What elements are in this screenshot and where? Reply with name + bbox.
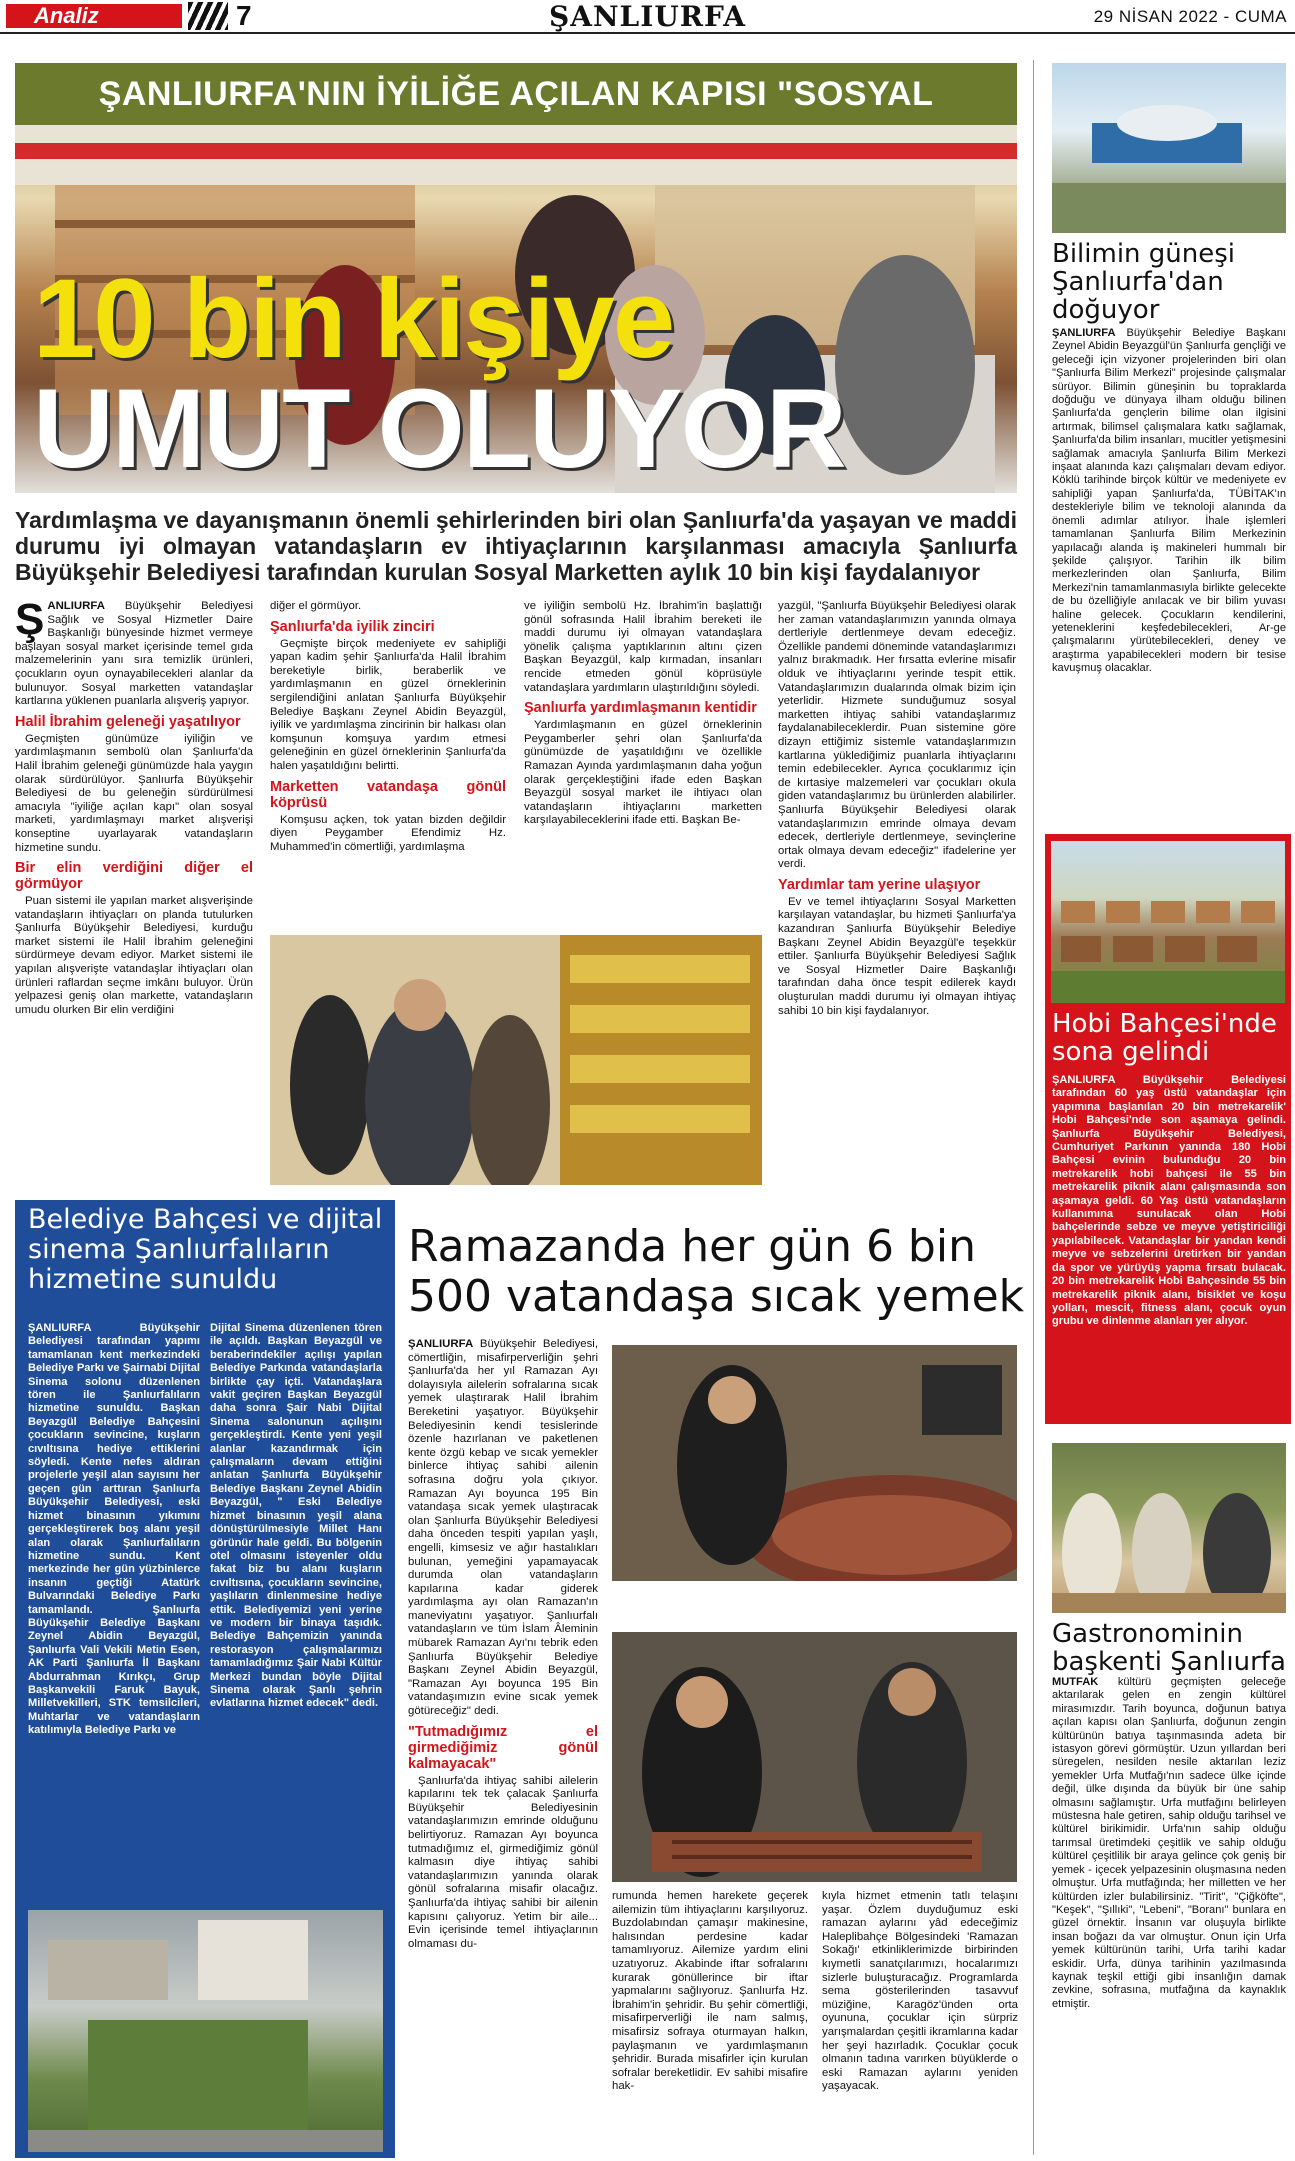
- issue-date: 29 NİSAN 2022 - CUMA: [1093, 7, 1287, 26]
- yemek-col-1: [408, 1338, 598, 2156]
- paragraph: diğer el görmüyor.: [270, 600, 362, 612]
- main-summary: Yardımlaşma ve dayanışmanın önemli şehirlerinden biri olan Şanlıurfa'da yaşayan ve maddi durumu iyi olmayan vatandaşların ev ihtiyaçlarının karşılanması amacıyla Şanlıurfa Büyükşehir Belediyesi tarafından kurulan Sosyal Marketten aylık 10 bin kişi faydalanıyor: [15, 507, 1017, 585]
- main-col-4: [778, 600, 1016, 1185]
- drop-cap: Ş: [15, 600, 45, 644]
- paragraph: Şanlıurfa'da ihtiyaç sahibi ailelerin kapılarını tek tek çalacak Şanlıurfa Büyükşehir Belediyesinin vatandaşlarımızın emrinde olduğunu belirtiyoruz. Ramazan Ayı boyunca tutmadığımız el, girmediğimiz gönül kalmasın diye ihtiyaç sahibi vatandaşlarımızın yanında olarak gönül sofralarına misafir olacağız. Şanlıurfa'da ihtiyaç sahibi bir ailenin kapısını çalıyoruz. Yetim bir aile... Evin içerisinde temel ihtiyaçlarının olmaması du-: [408, 1774, 598, 1950]
- paragraph: ve iyiliğin sembolü Hz. İbrahim'in başlattığı gönül sofrasında Halil İbrahim bereketi ile maddi durumu iyi olmayan vatandaşlara yönelik çalışma yaptıklarının altını çizen Başkan Beyazgül, kalp kırmadan, insanları rencide etmeden gönül köprüsüyle vatandaşlara yardımların ulaştırıldığını söyledi.: [524, 600, 762, 694]
- paragraph: Puan sistemi ile yapılan market alışverişinde vatandaşların ihtiyaçları on planda tutulurken Şanlıurfa Büyükşehir Belediyesi, kurduğu market sistemi ile Halil İbrahim geleneğini sürdürmeye devam ediyor. Market sistemi ile yapılan alışverişte vatandaşlar ihtiyaçları olan ürünleri raflardan seçme imkânı buluyor. Ürün yelpazesi geniş olan markette, vatandaşların umudu olurken Bir elin verdiğini: [15, 895, 253, 1016]
- bilim-merkezi-photo: [1052, 63, 1286, 233]
- paragraph: Yardımlaşmanın en güzel örneklerinin Peygamberler şehri olan Şanlıurfa'da günümüzde de yaşatıldığını ve özellikle Ramazan Ayında yardımlaşmanın daha yoğun olarak gerçekleştiğini ifade eden Başkan Beyazgül sosyal market ile ihtiyacı olan vatandaşların ihtiyaçlarını marketten karşılayabileceklerini ifade etti. Başkan Be-: [524, 719, 762, 827]
- bilim-body: [1052, 327, 1286, 827]
- paragraph: Büyükşehir Belediyesi Sağlık ve Sosyal Hizmetler Daire Başkanlığı bünyesinde hizmet vermeye başlayan sosyal market içerisinde temel gıda malzemelerinin yanı sıra temizlik ürünleri, çocukların oyun oynayabilecekleri alanlar da bulunuyor. Sosyal marketten vatandaşlar kartlarına yüklenen puanlarla alışveriş yapıyor.: [15, 600, 253, 708]
- main-col-2: [270, 600, 506, 930]
- bilim-scene: [1052, 63, 1286, 233]
- market-visit-scene: [270, 935, 762, 1185]
- subheading: "Tutmadığımız el girmediğimiz gönül kalmayacak": [408, 1723, 598, 1772]
- kitchen-photo-2: [612, 1632, 1017, 1882]
- subheading: Bir elin verdiğini diğer el görmüyor: [15, 860, 253, 893]
- paragraph: rumunda hemen harekete geçerek ailemizin tüm ihtiyaçlarını karşılıyoruz. Buzdolabından çamaşır makinesine, halısından perdesine kadar tamamlıyoruz. Ailemize yardım elini uzatıyoruz. Akabinde iftar sofralarını kurarak gönüllerince bir iftar yapmalarını sağlıyoruz. Şanlıurfa Hz. İbrahim'in şehridir. Bu şehir cömertliği, misafirperverliği ile nam salmış, misafirsiz sofraya oturmayan halkın, paylaşmanın ve yardımlaşmanın şehridir. Burada misafirler için kurulan sofralar bereketlidir. Ev sahibi misafire hak-: [612, 1890, 808, 2093]
- gastronomi-photo: [1052, 1443, 1286, 1613]
- subheading: Yardımlar tam yerine ulaşıyor: [778, 876, 981, 893]
- park-scene: [28, 1910, 383, 2152]
- subheading: Marketten vatandaşa gönül köprüsü: [270, 778, 506, 811]
- kitchen-scene-1: [612, 1345, 1017, 1581]
- hobi-scene: [1051, 841, 1285, 1003]
- paragraph: Büyükşehir Belediye Başkanı Zeynel Abidin Beyazgül'ün Şanlıurfa gençliği ve geleceği için vizyoner projelerinden biri olan "Şanlıurfa Bilim Merkezi" projesinde çalışmalar sürüyor. Bilimin güneşinin bu topraklarda doğduğu ve dünyaya ilham olduğu bilinen Şanlıurfa'da gençlerin bilime olan ilgisini artırmak, bilimsel çalışmalara katkı sağlamak, Şanlıurfa'da bilim insanları, mucitler yetişmesini sağlamak amacıyla Şanlıurfa Bilim Merkezi inşaat alanında kazı çalışmaları devam ediyor. Köklü tarihinde birçok kültür ve medeniyete ev sahipliği yapan Şanlıurfa'da, TÜBİTAK'ın destekleriyle bilim ve teknoloji alanında da önemli adımlar atılıyor. İhale işlemleri tamamlanan Şanlıurfa Bilim Merkezinin yapılacağı alanda iş makineleri hummalı bir şekilde çalışıyor. Tarihin ilk bilim merkezlerinden olan Şanlıurfa, Bilim Merkezi'nin tamamlanmasıyla birlikte gelecekte de bu özelliğiyle anılacak ve bir bilim yuvası haline gelecek. Çocukların kendilerini, yeteneklerini keşfedebilecekleri, Ar-ge çalışmalarını yürütebilecekleri, deney ve araştırma yapabilecekleri modern bir tesise kavuşmuş olacaklar.: [1052, 327, 1286, 675]
- bahce-col-1: [28, 1322, 200, 1907]
- paragraph: Büyükşehir Belediyesi, cömertliğin, misafirperverliğin şehri Şanlıurfa'da her yıl Ramazan Ayı dolayısıyla ailelerin sofralarına sıcak yemek ulaştırarak Halil İbrahim Bereketini yaşatıyor. Büyükşehir Belediyesinin kendi tesislerinde özenle hazırlanan ve paketlenen kente özgü kebap ve sıcak yemekler binlerce ihtiyaç sahibi ailenin sofrasına doğru yola çıkıyor. Ramazan Ayı boyunca 195 Bin vatandaşa sıcak yemek ulaştıracak olan Şanlıurfa Büyükşehir Belediyesi daha önceden tespiti yapılan yaşlı, engelli, kimsesiz ve ağır hastalıkları bulunan, yemeğini yapamayacak durumda olan vatandaşların kapılarına kadar giderek yardımlaşma ayı olan Ramazan'ın maneviyatını yaşatıyor. Şanlıurfalı vatandaşların ve tüm İslam Âleminin mübarek Ramazan Ayı'nı tebrik eden Şanlıurfa Büyükşehir Belediye Başkanı Zeynel Abidin Beyazgül, "Ramazan Ayı boyunca 195 Bin vatandaşımızın evine sıcak yemek götüreceğiz" dedi.: [408, 1338, 598, 1718]
- page-header: [0, 0, 1295, 34]
- yemek-col-2: [612, 1890, 808, 2156]
- headline-line-2: UMUT OLUYOR: [33, 366, 845, 491]
- page-number: 7: [236, 0, 252, 31]
- belediye-parki-photo: [28, 1910, 383, 2152]
- gastro-scene: [1052, 1443, 1286, 1613]
- paragraph: Komşusu açken, tok yatan bizden değildir diyen Peygamber Efendimiz Hz. Muhammed'in cömertliği, yardımlaşma: [270, 813, 506, 853]
- sosyal-market-photo: [15, 125, 1017, 493]
- subheading: Halil İbrahim geleneği yaşatılıyor: [15, 713, 241, 730]
- paragraph: Geçmişte birçok medeniyete ev sahipliği yapan kadim şehir Şanlıurfa'da Halil İbrahim bereketiyle birlik, beraberlik ve yardımlaşmanın en güzel örneklerinin sergilendiğini anlatan Şanlıurfa Büyükşehir Belediye Başkanı Zeynel Abidin Beyazgül, iyilik ve yardımlaşma zincirinin bir halkası olan komşunun komşuya yardım etmesi geleneğinin en güzel örneklerinin Şanlıurfa'da halen yaşatıldığını belirtti.: [270, 637, 506, 772]
- lead-word: MUTFAK: [1052, 1676, 1099, 1688]
- hobi-bahcesi-photo: [1051, 841, 1285, 1003]
- bahce-title: Belediye Bahçesi ve dijital sinema Şanlıurfalıların hizmetine sunuldu: [28, 1204, 383, 1295]
- hobi-body: [1052, 1074, 1286, 1419]
- paragraph: yazgül, "Şanlıurfa Büyükşehir Belediyesi olarak her zaman vatandaşlarımızın yanında olmaya dertleriyle dertlenmeye devam edeceğiz. Özellikle pandemi döneminde vatandaşlarımızı yalnız bırakmadık. Her fırsatta evlerine misafir olduk ve ihtiyaçlarını yerinde tespit ettik. Vatandaşlarımızın dualarında olmak bizim için yeterlidir. Hizmete sunduğumuz sosyal marketten ihtiyaç sahibi vatandaşlarımız faydalanabileceklerdir. Puan sistemine göre dizayn ettiğimiz sistemle vatandaşlarımızın kartlarına yüklediğimiz puanlarla ihtiyaçlarını temin edebilecekler. Ayrıca çocuklarımız için de kırtasiye malzemeleri var çocukları okula giden vatandaşlarımız bu ürünlerden alabilirler. Şanlıurfa Büyükşehir Belediyesi olarak vatandaşlarımızın emrinde olmaya devam edecek, dertleriyle dertlenmeye, sevinçlerine ortak olmaya devam edeceğiz" ifadelerine yer verdi.: [778, 600, 1016, 871]
- lead-word: ŞANLIURFA: [1052, 1074, 1116, 1086]
- lead-word: ŞANLIURFA: [1052, 327, 1116, 339]
- bahce-col-2: [210, 1322, 382, 1907]
- paragraph: kıyla hizmet etmenin tatlı telaşını yaşar. Özlem duyduğumuz eski ramazan aylarını yâd edeceğimiz Haleplibahçe Bölgesindeki 'Ramazan Sokağı' etkinliklerimizde birbirinden kıymetli sanatçılarımızı, hocalarımızı sizlerle buluşturacağız. Programlarda sema gösterilerinden tasavvuf müziğine, Karagöz'ünden orta oyununa, çocuklar için sürpriz yarışmalardan çeşitli ikramlarına kadar her şeyi hazırladık. Çocuklar çocuk olmanın tadına varırken büyüklerde o eski Ramazan aylarını yeniden yaşayacak.: [822, 1890, 1018, 2093]
- section-title: ŞANLIURFA: [549, 0, 746, 33]
- paragraph: Büyükşehir Belediyesi tarafından 60 yaş üstü vatandaşlar için yapımına başlanılan 20 bin metrekarelik' Hobi Bahçesi'nde son aşamaya gelindi. Şanlıurfa Büyükşehir Belediyesi, Cumhuriyet Parkının yanında 180 Hobi Bahçesi evinin bulunduğu 20 bin metrekarelik hobi bahçesi ile 55 bin metrekarelik piknik alanı çalışmasında son aşamaya geldi. 60 Yaş üstü vatandaşların kullanımına sunulacak olan Hobi bahçelerinde sebze ve meyve yetiştiriciliği yapılabilecek. Vatandaşlar bir yandan kendi meyve ve sebzelerini üretirken bir yandan da spor ve yürüyüş yapma fırsatı bulacak. 20 bin metrekarelik Hobi Bahçesinde 55 bin metrekarelik piknik alanı, bisiklet ve koşu yolları, mescit, fitness alanı, çocuk oyun grubu ve dinlenme alanları yer alıyor.: [1052, 1074, 1286, 1328]
- paragraph: Dijital Sinema düzenlenen tören ile açıldı. Başkan Beyazgül ve beraberindekiler açılışı yapılan Belediye Parkında vatandaşlarla birlikte çay içti. Vatandaşlara vakit geçiren Başkan Beyazgül daha sonra Şair Nabi Dijital Sinema salonunun açılışını gerçekleştirdi. Kente yeni yeşil alanlar kazandırmak için çalışmaların devam ettiğini anlatan Şanlıurfa Büyükşehir Belediye Başkanı Zeynel Abidin Beyazgül, " Eski Belediye hizmet binasının yeşil alana dönüştürülmesiyle Millet Hanı görünür hale geldi. Bu bölgenin otel olmasını isteyenler oldu fakat biz bu alanı kuşların cıvıltısına, çocukların sevincine, yaşlıların dinlenmesine hediye ettik. Belediyemizi yeni yerine ve modern bir binaya taşıdık. Belediye Bahçemizin yanında restorasyon çalışmalarımızı tamamladığımız Şair Nabi Kültür Merkezi bundan böyle Dijital Sinema olarak Şanlı şehrin evlatlarına hizmet edecek" dedi.: [210, 1322, 382, 1710]
- main-col-3: [524, 600, 762, 930]
- paragraph: Geçmişten günümüze iyiliğin ve yardımlaşmanın sembolü olan Şanlıurfa'da Halil İbrahim geleneği günümüzde hala yaygın olarak sürdürülüyor. Şanlıurfa Büyükşehir Belediyesi de bu geleneğin sürdürülmesi amacıyla "iyiliğe açılan kapı" olan sosyal marketi, yardımlaşmayı market alışverişi konseptine uyarlayarak vatandaşların hizmetine sundu.: [15, 732, 253, 854]
- market-visit-photo: [270, 935, 762, 1185]
- subheading: Şanlıurfa'da iyilik zinciri: [270, 618, 435, 635]
- gastro-title: Gastronominin başkenti Şanlıurfa: [1052, 1619, 1286, 1677]
- lead-word: ANLIURFA: [47, 600, 105, 612]
- main-kicker: ŞANLIURFA'NIN İYİLİĞE AÇILAN KAPISI "SOSYAL: [15, 63, 1017, 125]
- column-divider: [1033, 60, 1034, 2155]
- main-col-1: [15, 600, 253, 1185]
- hobi-title: Hobi Bahçesi'nde sona gelindi: [1052, 1009, 1277, 1067]
- lead-word: ŞANLIURFA: [408, 1338, 474, 1350]
- paragraph: Ev ve temel ihtiyaçlarını Sosyal Marketten karşılayan vatandaşlar, bu hizmeti Şanlıurfa'ya kazandıran Şanlıurfa Büyükşehir Belediye Başkanı Zeynel Abidin Beyazgül'e teşekkür ettiler. Şanlıurfa Büyükşehir Belediyesi Sağlık ve Sosyal Hizmetler Daire Başkanlığı tarafından daha önce tespit edilerek kaydı oluşturulan maddi durumu iyi olmayan ihtiyaç sahibi 10 bin kişi faydalanıyor.: [778, 895, 1016, 1017]
- lead-word: ŞANLIURFA: [28, 1322, 92, 1334]
- kitchen-scene-2: [612, 1632, 1017, 1882]
- analiz-logo: Analiz: [6, 4, 182, 28]
- paragraph: Büyükşehir Belediyesi tarafından yapımı tamamlanan kent merkezindeki Belediye Parkı ve Şairnabi Dijital Sinema solonu düzenlenen tören ile Şanlıurfalıların hizmetine sunuldu. Başkan Beyazgül Belediye Bahçesini çocukların sevincine, kuşların cıvıltısına hediye ettiklerini söyledi. Kente nefes aldıran projelerle yeşil alan sayısını her geçen gün arttıran Şanlıurfa Büyükşehir Belediyesi, eski hizmet binasının yıkımını gerçekleştirerek boş alanı yeşil alan olarak Şanlıurfalıların hizmetine sundu. Kent merkezinde her gün yüzbinlerce insanın geçtiği Atatürk Bulvarındaki Belediye Parkı tamamlandı. Şanlıurfa Büyükşehir Belediye Başkanı Zeynel Abidin Beyazgül, Şanlıurfa Vali Vekili Metin Esen, AK Parti Şanlıurfa İl Başkanı Abdurrahman Kırıkçı, Grup Başkanvekili Faruk Bayuk, Milletvekilleri, STK temsilcileri, Muhtarlar ve vatandaşların katılımıyla Belediye Parkı ve: [28, 1322, 200, 1737]
- headline-line-1: 10 bin kişiye: [33, 256, 674, 381]
- gastro-body: [1052, 1676, 1286, 2156]
- subheading: Şanlıurfa yardımlaşmanın kentidir: [524, 700, 757, 717]
- kitchen-photo-1: [612, 1345, 1017, 1581]
- bilim-title: Bilimin güneşi Şanlıurfa'dan doğuyor: [1052, 239, 1236, 325]
- paragraph: kültürü geçmişten geleceğe aktarılarak gelen en zengin kültürel mirasımızdır. Tarih boyunca, doğunun batıya açılan kapısı olan Şanlıurfa, doğunun zengin kültürünün batıya taşınmasında adeta bir istasyon görevi görmüştür. Uzun yıllardan beri süregelen, nesilden nesile aktarılan leziz yemekler Urfa Mutfağı'nın sadece ülke içinde değil, ülke dışında da büyük bir üne sahip olmasını sağlamıştır. Urfa mutfağını belirleyen müstesna hale getiren, sahip olduğu tarihsel ve kültürel birikimidir. Urfa'nın sahip olduğu tarımsal üretimdeki çeşitlik ve sahip olduğu kültürel çeşitlilik bir araya gelince çok geniş bir yemek - içecek yelpazesinin oluşmasına neden olmuştur. Urfa mutfağında; her milletten ve her kültürden izler bulabilirsiniz. "Tirit", "Çiğköfte", "Keşek", "Şıllıki", "Lebeni", "Boranı" bunlara en güzel örnektir. İnsanın var oluşuyla birlikte insan boğazı da var olmuştur. Onun için Urfa yemek kültürünün tarihi, Urfa tarihi kadar eskidir. Urfa, dünya tarihinin yazılmasında kaynak teşkil ettiği gibi insanlığın damak zevkine, sofrasına, mutfağına da kaynaklık etmiştir.: [1052, 1676, 1286, 2010]
- yemek-title: Ramazanda her gün 6 bin 500 vatandaşa sıcak yemek: [408, 1221, 1025, 1322]
- yemek-col-3: [822, 1890, 1018, 2156]
